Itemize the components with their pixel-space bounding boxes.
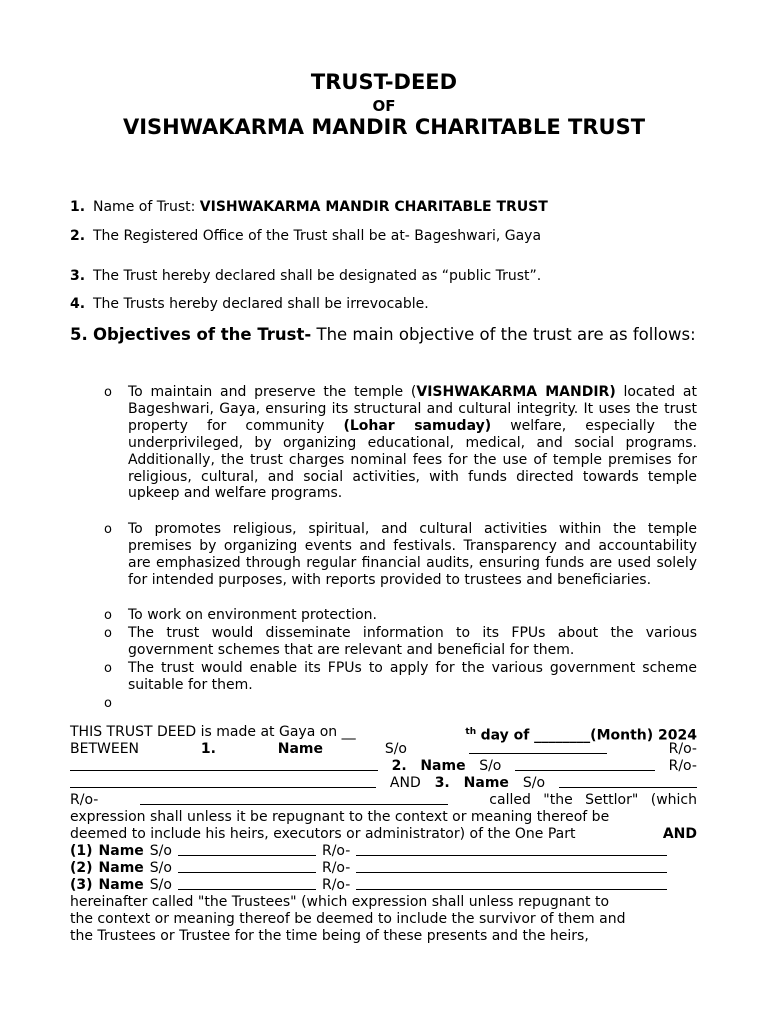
objectives-intro: The main objective of the trust are as follows: <box>316 325 696 344</box>
party-number: 3. <box>434 775 450 791</box>
document-title-of: OF <box>372 97 396 115</box>
blank-field[interactable] <box>178 877 316 890</box>
blank-field[interactable] <box>469 741 607 754</box>
trustee-number: (1) <box>70 843 93 859</box>
deed-line <box>70 741 697 758</box>
resident-of-label: R/o- <box>70 792 99 808</box>
party-number: 1. <box>200 741 216 757</box>
blank-field[interactable] <box>559 775 697 788</box>
party-number: 2. <box>391 758 407 774</box>
item-registered-office: The Registered Office of the Trust shall be at- Bageshwari, Gaya <box>93 228 542 244</box>
deed-text: BETWEEN <box>70 741 140 757</box>
son-of-label: S/o <box>522 775 546 791</box>
deed-line <box>70 758 697 775</box>
and-text: AND <box>389 775 421 791</box>
item-label: Name of Trust: <box>93 199 196 215</box>
objective-bullet: To promotes religious, spiritual, and cultural activities within the temple premises by organizing events and festivals. Transparency and accountability are emphasized through regular financial audits, ensuring funds are used solely for intended purposes, with reports provided to trustees and beneficiaries. <box>128 521 697 588</box>
party-name-label: Name <box>463 775 509 791</box>
bullet-icon: o <box>104 522 112 537</box>
temple-name: VISHWAKARMA MANDIR) <box>416 384 616 400</box>
blank-field[interactable] <box>178 860 316 873</box>
party-name-label: Name <box>98 877 144 893</box>
trustee-number: (3) <box>70 877 93 893</box>
deed-paragraph <box>70 724 697 945</box>
party-name-label: Name <box>420 758 466 774</box>
bullet-icon: o <box>104 385 112 400</box>
blank-field[interactable] <box>515 758 655 771</box>
objectives-heading <box>93 320 697 349</box>
son-of-label: S/o <box>384 741 407 757</box>
item-irrevocable: The Trusts hereby declared shall be irrevocable. <box>93 296 429 312</box>
objective-bullet: The trust would enable its FPUs to apply for the various government scheme suitable for them. <box>128 660 697 693</box>
deed-line <box>70 928 697 945</box>
item-number: 3. <box>70 268 86 284</box>
item-number: 5. <box>70 325 88 344</box>
bullet-text: welfare, especially the underprivileged, by organizing educational, medical, and social programs. Additionally, the trust charges nominal fees for the use of temple premises for religious, cultural, and social activities, with funds directed towards temple upkeep and welfare programs. <box>128 417 698 502</box>
deed-line <box>70 894 697 911</box>
deed-line <box>70 911 697 928</box>
resident-of-label: R/o- <box>321 877 351 893</box>
party-name-label: Name <box>277 741 323 757</box>
bullet-icon: o <box>104 608 112 623</box>
community-name: (Lohar samuday) <box>343 417 492 434</box>
deed-text: THIS TRUST DEED is made at Gaya on __ <box>70 724 356 740</box>
objective-bullet: The trust would disseminate information to its FPUs about the various government schemes that are relevant and beneficial for them. <box>128 625 697 658</box>
deed-line <box>70 809 697 826</box>
deed-line <box>70 724 697 744</box>
blank-field[interactable] <box>356 860 667 873</box>
deed-date-part <box>465 724 697 744</box>
blank-field[interactable] <box>178 843 316 856</box>
party-name-label: Name <box>98 860 144 876</box>
trustee-line <box>70 843 697 860</box>
trust-name-heading: VISHWAKARMA MANDIR CHARITABLE TRUST <box>122 115 646 139</box>
item-number: 1. <box>70 199 86 215</box>
deed-date-text: day of ________(Month) 2024 <box>480 727 697 744</box>
resident-of-label: R/o- <box>321 860 351 876</box>
resident-of-label: R/o- <box>668 741 697 757</box>
bullet-text: To maintain and preserve the temple ( <box>128 384 417 400</box>
deed-text: expression shall unless it be repugnant to the context or meaning thereof be <box>70 809 610 825</box>
bullet-icon: o <box>104 626 112 641</box>
son-of-label: S/o <box>149 843 172 859</box>
item-number: 2. <box>70 228 86 244</box>
blank-field[interactable] <box>70 758 378 771</box>
bullet-icon: o <box>104 696 112 711</box>
resident-of-label: R/o- <box>668 758 697 774</box>
resident-of-label: R/o- <box>321 843 351 859</box>
trustee-line <box>70 860 697 877</box>
son-of-label: S/o <box>149 877 172 893</box>
bullet-icon: o <box>104 661 112 676</box>
document-title: TRUST-DEED <box>310 70 458 94</box>
deed-text: called "the Settlor" (which <box>489 792 697 808</box>
blank-field[interactable] <box>140 792 448 805</box>
deed-line <box>70 826 697 843</box>
objective-bullet <box>128 384 697 502</box>
trustee-number: (2) <box>70 860 93 876</box>
and-text: AND <box>662 826 697 842</box>
objective-bullet: To work on environment protection. <box>128 607 377 623</box>
item-number: 4. <box>70 296 86 312</box>
item-name-of-trust <box>93 199 548 215</box>
bullet-text: located at Bageshwari, Gaya, ensuring its structural and cultural integrity. It uses the trust property for community <box>128 384 697 434</box>
party-name-label: Name <box>98 843 144 859</box>
blank-field[interactable] <box>70 775 376 788</box>
item-designation: The Trust hereby declared shall be designated as “public Trust”. <box>93 268 542 284</box>
deed-text: deemed to include his heirs, executors or administrator) of the One Part <box>70 826 576 842</box>
item-value: VISHWAKARMA MANDIR CHARITABLE TRUST <box>199 199 548 215</box>
deed-line <box>70 792 697 809</box>
deed-line <box>70 775 697 792</box>
deed-text: the Trustees or Trustee for the time being of these presents and the heirs, <box>70 928 589 944</box>
son-of-label: S/o <box>149 860 172 876</box>
ordinal-suffix: th <box>465 727 477 737</box>
trustee-line <box>70 877 697 894</box>
objectives-label: Objectives of the Trust- <box>93 325 312 344</box>
deed-text: hereinafter called "the Trustees" (which expression shall unless repugnant to <box>70 894 610 910</box>
deed-text: the context or meaning thereof be deemed to include the survivor of them and <box>70 911 626 927</box>
son-of-label: S/o <box>479 758 502 774</box>
blank-field[interactable] <box>356 843 667 856</box>
blank-field[interactable] <box>356 877 667 890</box>
